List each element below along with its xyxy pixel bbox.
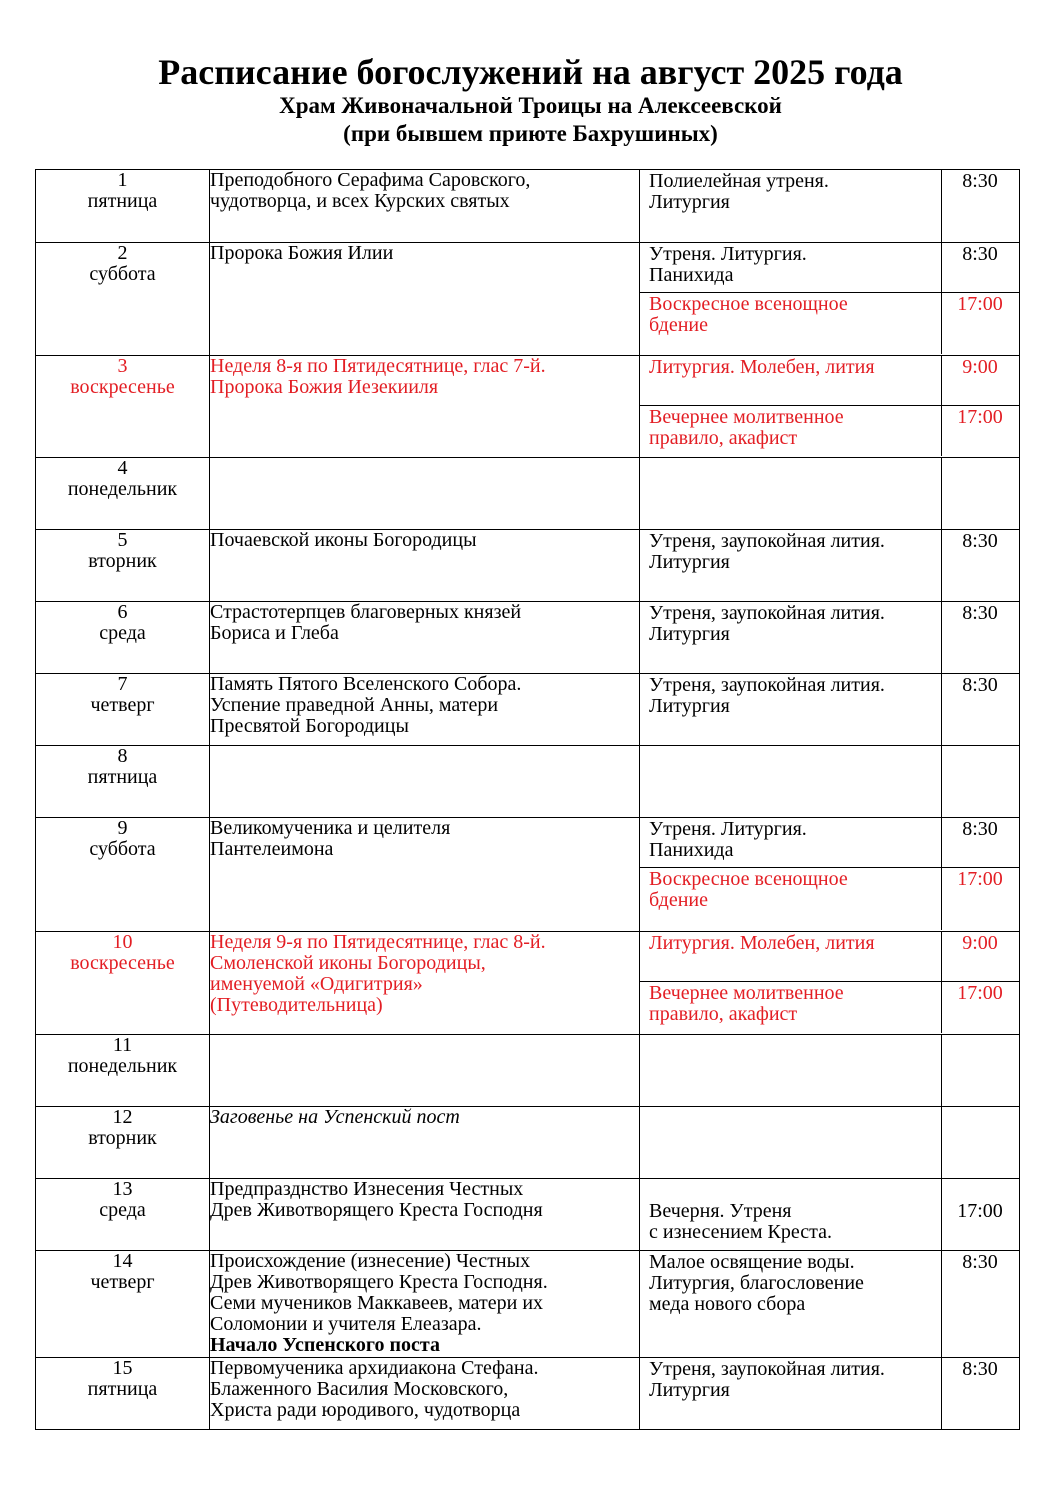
- service-name-line: Литургия, благословение: [649, 1272, 864, 1294]
- service-name-line: Утреня, заупокойная лития.: [649, 1358, 885, 1380]
- day-number: 7: [117, 673, 128, 695]
- feast-line: Страстотерпцев благоверных князей: [210, 601, 522, 623]
- services-list: [640, 1251, 1019, 1357]
- weekday: понедельник: [67, 478, 178, 500]
- schedule-row: [36, 602, 1020, 674]
- day-number: 10: [112, 931, 133, 953]
- schedule-row: [36, 1179, 1020, 1251]
- service-name: [640, 1251, 942, 1357]
- service-name: [640, 602, 942, 673]
- feast-line: Христа ради юродивого, чудотворца: [210, 1399, 521, 1421]
- service-name: [640, 406, 942, 456]
- schedule-row: [36, 932, 1020, 1035]
- service-time: 17:00: [957, 406, 1003, 428]
- service-entry: [640, 406, 1019, 456]
- service-entry: [640, 868, 1019, 930]
- feast-cell: [210, 746, 640, 818]
- service-name: [640, 868, 942, 930]
- service-entry: [640, 674, 1019, 745]
- services-list: [640, 1107, 1019, 1178]
- service-name-line: Утреня. Литургия.: [649, 818, 807, 840]
- service-name-line: Воскресное всенощное: [649, 868, 848, 890]
- feast-line: Неделя 9-я по Пятидесятнице, глас 8-й.: [210, 931, 546, 953]
- service-name: [640, 458, 942, 529]
- feast-line: Предпразднство Изнесения Честных: [210, 1178, 524, 1200]
- feast-line: Древ Животворящего Креста Господня.: [210, 1271, 548, 1293]
- weekday: среда: [99, 1199, 146, 1221]
- service-name: [640, 746, 942, 817]
- day-cell: [36, 1179, 210, 1251]
- day-number: 9: [117, 817, 128, 839]
- day-number: 13: [112, 1178, 133, 1200]
- services-cell: [640, 530, 1020, 602]
- service-entry: [640, 1107, 1019, 1178]
- service-name-line: меда нового сбора: [649, 1293, 806, 1315]
- service-name-line: Малое освящение воды.: [649, 1251, 855, 1273]
- feast-cell: [210, 458, 640, 530]
- service-time: 8:30: [962, 818, 998, 840]
- feast-line: Заговенье на Успенский пост: [210, 1106, 460, 1128]
- weekday: вторник: [88, 1127, 157, 1149]
- service-name-line: правило, акафист: [649, 1003, 798, 1025]
- page-header: [0, 52, 1061, 148]
- service-time: [942, 1107, 1018, 1178]
- services-cell: [640, 356, 1020, 458]
- feast-cell: [210, 1251, 640, 1358]
- service-entry: [640, 356, 1019, 406]
- service-time: [942, 746, 1018, 817]
- weekday: вторник: [88, 550, 157, 572]
- day-cell: [36, 1251, 210, 1358]
- services-cell: [640, 1251, 1020, 1358]
- services-cell: [640, 1179, 1020, 1251]
- services-list: [640, 1358, 1019, 1429]
- services-list: [640, 818, 1019, 931]
- service-name-line: Литургия. Молебен, лития: [649, 356, 875, 378]
- service-name-line: Воскресное всенощное: [649, 293, 848, 315]
- service-time: 8:30: [962, 1251, 998, 1273]
- page-title: Расписание богослужений на август 2025 года: [158, 52, 903, 92]
- service-name-line: Утреня, заупокойная лития.: [649, 602, 885, 624]
- feast-cell: [210, 818, 640, 932]
- services-list: [640, 530, 1019, 601]
- feast-line: (Путеводительница): [210, 994, 383, 1016]
- feast-line: Соломонии и учителя Елеазара.: [210, 1313, 482, 1335]
- day-cell: [36, 458, 210, 530]
- feast-line: чудотворца, и всех Курских святых: [210, 190, 510, 212]
- service-time: 8:30: [962, 602, 998, 624]
- weekday: четверг: [90, 1271, 155, 1293]
- services-cell: [640, 458, 1020, 530]
- services-cell: [640, 243, 1020, 356]
- feast-line: Пантелеимона: [210, 838, 334, 860]
- service-time: 8:30: [962, 170, 998, 192]
- service-name-line: Вечерня. Утреня: [649, 1200, 792, 1222]
- services-cell: [640, 1107, 1020, 1179]
- service-time: 9:00: [962, 932, 998, 954]
- services-cell: [640, 602, 1020, 674]
- feast-cell: [210, 243, 640, 356]
- service-name: [640, 530, 942, 601]
- service-entry: [640, 293, 1019, 354]
- feast-line: Происхождение (изнесение) Честных: [210, 1250, 531, 1272]
- schedule-row: [36, 458, 1020, 530]
- day-cell: [36, 932, 210, 1035]
- service-name-line: Литургия: [649, 695, 730, 717]
- lent-start-note: Начало Успенского поста: [210, 1334, 440, 1356]
- day-cell: [36, 674, 210, 746]
- service-name: [640, 1179, 942, 1250]
- services-cell: [640, 1035, 1020, 1107]
- church-location: (при бывшем приюте Бахрушиных): [343, 121, 718, 146]
- service-name-line: Литургия: [649, 1379, 730, 1401]
- day-number: 5: [117, 529, 128, 551]
- services-list: [640, 458, 1019, 529]
- service-time: 8:30: [962, 1358, 998, 1380]
- service-entry: [640, 1251, 1019, 1357]
- day-number: 2: [117, 242, 128, 264]
- feast-line: Первомученика архидиакона Стефана.: [210, 1357, 539, 1379]
- day-cell: [36, 818, 210, 932]
- schedule-table: [35, 169, 1020, 1430]
- service-entry: [640, 170, 1019, 242]
- feast-line: Успение праведной Анны, матери: [210, 694, 499, 716]
- day-number: 1: [117, 169, 128, 191]
- feast-line: именуемой «Одигитрия»: [210, 973, 423, 995]
- service-entry: [640, 746, 1019, 817]
- weekday: пятница: [87, 1378, 158, 1400]
- service-time: [942, 1035, 1018, 1106]
- day-number: 8: [117, 745, 128, 767]
- church-name: Храм Живоначальной Троицы на Алексеевской: [279, 93, 782, 118]
- schedule-row: [36, 1251, 1020, 1358]
- day-cell: [36, 530, 210, 602]
- service-name-line: Утреня. Литургия.: [649, 243, 807, 265]
- service-name: [640, 170, 942, 242]
- service-entry: [640, 602, 1019, 673]
- schedule-row: [36, 170, 1020, 243]
- service-entry: [640, 1358, 1019, 1429]
- schedule-row: [36, 818, 1020, 932]
- service-name-line: Полиелейная утреня.: [649, 170, 829, 192]
- service-time: 8:30: [962, 674, 998, 696]
- services-cell: [640, 932, 1020, 1035]
- schedule-body: [36, 170, 1020, 1430]
- day-number: 6: [117, 601, 128, 623]
- services-cell: [640, 674, 1020, 746]
- service-time: [942, 458, 1018, 529]
- service-time: 9:00: [962, 356, 998, 378]
- service-time: 17:00: [957, 1200, 1003, 1222]
- service-name-line: Литургия. Молебен, лития: [649, 932, 875, 954]
- feast-line: Почаевской иконы Богородицы: [210, 529, 477, 551]
- schedule-row: [36, 243, 1020, 356]
- day-number: 4: [117, 457, 128, 479]
- day-cell: [36, 602, 210, 674]
- service-entry: [640, 530, 1019, 601]
- service-name: [640, 674, 942, 745]
- day-cell: [36, 356, 210, 458]
- service-name-line: правило, акафист: [649, 427, 798, 449]
- services-cell: [640, 818, 1020, 932]
- service-name: [640, 982, 942, 1033]
- weekday: среда: [99, 622, 146, 644]
- service-time: 17:00: [957, 868, 1003, 890]
- schedule-row: [36, 356, 1020, 458]
- feast-cell: [210, 1107, 640, 1179]
- service-name-line: бдение: [649, 314, 709, 336]
- service-time: 17:00: [957, 982, 1003, 1004]
- weekday: пятница: [87, 766, 158, 788]
- day-cell: [36, 1107, 210, 1179]
- day-number: 15: [112, 1357, 133, 1379]
- services-list: [640, 170, 1019, 242]
- feast-cell: [210, 602, 640, 674]
- service-entry: [640, 1035, 1019, 1106]
- service-name-line: Панихида: [649, 264, 734, 286]
- feast-cell: [210, 356, 640, 458]
- service-name-line: бдение: [649, 889, 709, 911]
- services-list: [640, 243, 1019, 355]
- feast-cell: [210, 1035, 640, 1107]
- day-number: 3: [117, 355, 128, 377]
- service-name: [640, 818, 942, 867]
- service-name-line: Литургия: [649, 623, 730, 645]
- feast-line: Неделя 8-я по Пятидесятнице, глас 7-й.: [210, 355, 546, 377]
- service-time: 8:30: [962, 243, 998, 265]
- weekday: четверг: [90, 694, 155, 716]
- feast-cell: [210, 932, 640, 1035]
- service-name: [640, 1107, 942, 1178]
- schedule-row: [36, 746, 1020, 818]
- feast-line: Пророка Божия Илии: [210, 242, 394, 264]
- weekday: пятница: [87, 190, 158, 212]
- weekday: суббота: [89, 263, 156, 285]
- service-name-line: Литургия: [649, 191, 730, 213]
- services-list: [640, 1179, 1019, 1250]
- feast-line: Бориса и Глеба: [210, 622, 339, 644]
- feast-line: Блаженного Василия Московского,: [210, 1378, 509, 1400]
- service-name: [640, 293, 942, 354]
- service-name: [640, 1358, 942, 1429]
- services-list: [640, 602, 1019, 673]
- feast-cell: [210, 170, 640, 243]
- service-name-line: Литургия: [649, 551, 730, 573]
- day-cell: [36, 1035, 210, 1107]
- feast-line: Пророка Божия Иезекииля: [210, 376, 439, 398]
- services-cell: [640, 170, 1020, 243]
- service-name: [640, 243, 942, 292]
- services-cell: [640, 746, 1020, 818]
- service-time: 17:00: [957, 293, 1003, 315]
- service-name: [640, 1035, 942, 1106]
- feast-line: Великомученика и целителя: [210, 817, 451, 839]
- weekday: суббота: [89, 838, 156, 860]
- service-entry: [640, 458, 1019, 529]
- service-name: [640, 356, 942, 405]
- schedule-row: [36, 1035, 1020, 1107]
- service-name-line: Вечернее молитвенное: [649, 406, 844, 428]
- day-cell: [36, 746, 210, 818]
- weekday: понедельник: [67, 1055, 178, 1077]
- services-cell: [640, 1358, 1020, 1430]
- feast-cell: [210, 530, 640, 602]
- feast-line: Память Пятого Вселенского Собора.: [210, 673, 522, 695]
- feast-line: Преподобного Серафима Саровского,: [210, 169, 531, 191]
- service-name-line: с изнесением Креста.: [649, 1221, 832, 1243]
- feast-line: Смоленской иконы Богородицы,: [210, 952, 486, 974]
- feast-cell: [210, 674, 640, 746]
- day-number: 11: [112, 1034, 133, 1056]
- day-number: 14: [112, 1250, 133, 1272]
- service-name-line: Панихида: [649, 839, 734, 861]
- services-list: [640, 1035, 1019, 1106]
- schedule-row: [36, 1107, 1020, 1179]
- feast-line: Древ Животворящего Креста Господня: [210, 1199, 543, 1221]
- service-entry: [640, 932, 1019, 982]
- day-cell: [36, 170, 210, 243]
- service-name: [640, 932, 942, 981]
- services-list: [640, 356, 1019, 457]
- service-name-line: Утреня, заупокойная лития.: [649, 674, 885, 696]
- services-list: [640, 674, 1019, 745]
- feast-cell: [210, 1358, 640, 1430]
- service-entry: [640, 982, 1019, 1033]
- schedule-row: [36, 530, 1020, 602]
- day-number: 12: [112, 1106, 133, 1128]
- service-time: 8:30: [962, 530, 998, 552]
- service-name-line: Вечернее молитвенное: [649, 982, 844, 1004]
- feast-line: Пресвятой Богородицы: [210, 715, 409, 737]
- weekday: воскресенье: [70, 952, 175, 974]
- service-entry: [640, 243, 1019, 293]
- service-name-line: Утреня, заупокойная лития.: [649, 530, 885, 552]
- feast-line: Семи мучеников Маккавеев, матери их: [210, 1292, 544, 1314]
- services-list: [640, 746, 1019, 817]
- day-cell: [36, 243, 210, 356]
- schedule-row: [36, 1358, 1020, 1430]
- service-entry: [640, 818, 1019, 868]
- service-entry: [640, 1179, 1019, 1250]
- schedule-row: [36, 674, 1020, 746]
- day-cell: [36, 1358, 210, 1430]
- services-list: [640, 932, 1019, 1034]
- feast-cell: [210, 1179, 640, 1251]
- weekday: воскресенье: [70, 376, 175, 398]
